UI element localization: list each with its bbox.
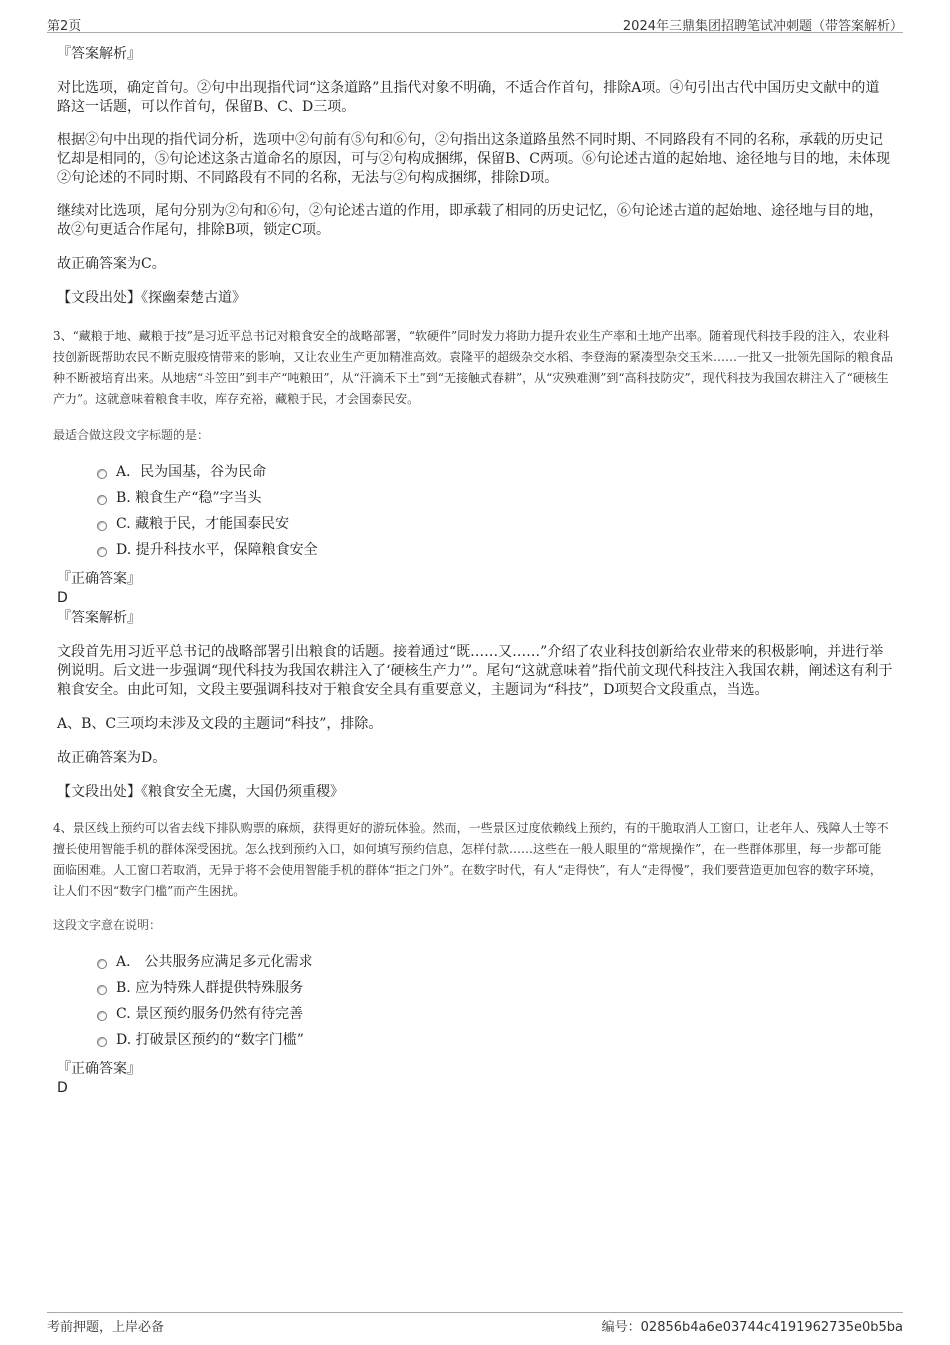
- analysis-tag: 『答案解析』: [57, 46, 141, 62]
- correct-answer: D: [57, 590, 68, 606]
- question-prompt: 最适合做这段文字标题的是：: [53, 428, 210, 442]
- radio-icon[interactable]: [97, 495, 107, 505]
- analysis-paragraph: 对比选项，确定首句。②句中出现指代词“这条道路”且指代对象不明确，不适合作首句，排除A项。④句引出古代中国历史文献中的道路这一话题，可以作首句，保留B、C、D三项。: [57, 80, 880, 115]
- question-stem: 4、景区线上预约可以省去线下排队购票的麻烦，获得更好的游玩体验。然而，一些景区过度依赖线上预约，有的干脆取消人工窗口，让老年人、残障人士等不擅长使用智能手机的群体深受困扰。怎么找到预约入口，如何填写预约信息，怎样付款……这些在一般人眼里的“常规操作”，在一些群体那里，每一步都可能面临困难。人工窗口若取消，无异于将不会使用智能手机的群体“拒之门外”。在数字时代，有人“走得快”，有人“走得慢”，我们要营造更加包容的数字环境，让人们不因“数字门槛”而产生困扰。: [53, 821, 889, 898]
- final-answer-line: 故正确答案为D。: [57, 750, 167, 766]
- analysis-tag: 『答案解析』: [57, 610, 141, 626]
- page-footer: [47, 1312, 903, 1335]
- correct-answer-tag: 『正确答案』: [57, 1061, 141, 1077]
- document-body: [53, 44, 894, 1097]
- options-list: [57, 459, 893, 563]
- correct-answer: D: [57, 1080, 68, 1096]
- option-c[interactable]: C. 景区预约服务仍然有待完善: [97, 1001, 893, 1027]
- correct-answer-tag: 『正确答案』: [57, 571, 141, 587]
- analysis-paragraph: A、B、C三项均未涉及文段的主题词“科技”，排除。: [57, 716, 383, 732]
- options-list: [57, 949, 893, 1053]
- radio-icon[interactable]: [97, 985, 107, 995]
- radio-icon[interactable]: [97, 547, 107, 557]
- source-line: 【文段出处】《探幽秦楚古道》: [57, 290, 246, 306]
- document-title: 2024年三鼎集团招聘笔试冲刺题（带答案解析）: [622, 19, 903, 34]
- option-d[interactable]: D. 提升科技水平，保障粮食安全: [97, 537, 893, 563]
- option-d[interactable]: D. 打破景区预约的“数字门槛”: [97, 1027, 893, 1053]
- source-line: 【文段出处】《粮食安全无虞，大国仍须重稷》: [57, 784, 344, 800]
- page-header: [47, 12, 903, 33]
- question-stem: 3、“藏粮于地、藏粮于技”是习近平总书记对粮食安全的战略部署，“软硬件”同时发力将助力提升农业生产率和土地产出率。随着现代科技手段的注入，农业科技创新既帮助农民不断克服疫情带来的影响，又让农业生产更加精准高效。袁隆平的超级杂交水稻、李登海的紧凑型杂交玉米……一批又一批领先国际的粮食品种不断被培育出来。从地痞“斗笠田”到丰产“吨粮田”，从“汗滴禾下土”到“无接触式春耕”，从“灾殃难测”到“高科技防灾”，现代科技为我国农耕注入了“硬核生产力”。这就意味着粮食丰收，库存充裕，藏粮于民，才会国泰民安。: [53, 329, 894, 406]
- radio-icon[interactable]: [97, 1011, 107, 1021]
- radio-icon[interactable]: [97, 1037, 107, 1047]
- footer-slogan: 考前押题，上岸必备: [47, 1320, 165, 1335]
- option-a[interactable]: A． 公共服务应满足多元化需求: [97, 949, 893, 975]
- option-b[interactable]: B. 粮食生产“稳”字当头: [97, 485, 893, 511]
- option-c[interactable]: C. 藏粮于民，才能国泰民安: [97, 511, 893, 537]
- analysis-paragraph: 继续对比选项，尾句分别为②句和⑥句，②句论述古道的作用，即承载了相同的历史记忆，⑥句论述古道的起始地、途径地与目的地，故②句更适合作尾句，排除B项，锁定C项。: [57, 203, 883, 238]
- document-serial: 编号：02856b4a6e03744c4191962735e0b5ba: [601, 1320, 903, 1335]
- analysis-paragraph: 根据②句中出现的指代词分析，选项中②句前有⑤句和⑥句，②句指出这条道路虽然不同时期、不同路段有不同的名称，承载的历史记忆却是相同的，⑤句论述这条古道命名的原因，可与②句构成捆绑，保留B、C两项。⑥句论述古道的起始地、途径地与目的地，未体现②句论述的不同时期、不同路段有不同的名称，无法与②句构成捆绑，排除D项。: [57, 132, 890, 186]
- option-b[interactable]: B. 应为特殊人群提供特殊服务: [97, 975, 893, 1001]
- option-a[interactable]: A．民为国基，谷为民命: [97, 459, 893, 485]
- final-answer-line: 故正确答案为C。: [57, 256, 166, 272]
- question-prompt: 这段文字意在说明：: [53, 918, 162, 932]
- page-number: 第2页: [47, 19, 82, 34]
- analysis-paragraph: 文段首先用习近平总书记的战略部署引出粮食的话题。接着通过“既……又……”介绍了农业科技创新给农业带来的积极影响，并进行举例说明。后文进一步强调“现代科技为我国农耕注入了‘硬核生产力’”。尾句“这就意味着”指代前文现代科技注入我国农耕，阐述这有利于粮食安全。由此可知，文段主要强调科技对于粮食安全具有重要意义，主题词为“科技”，D项契合文段重点，当选。: [57, 644, 893, 698]
- radio-icon[interactable]: [97, 959, 107, 969]
- radio-icon[interactable]: [97, 469, 107, 479]
- radio-icon[interactable]: [97, 521, 107, 531]
